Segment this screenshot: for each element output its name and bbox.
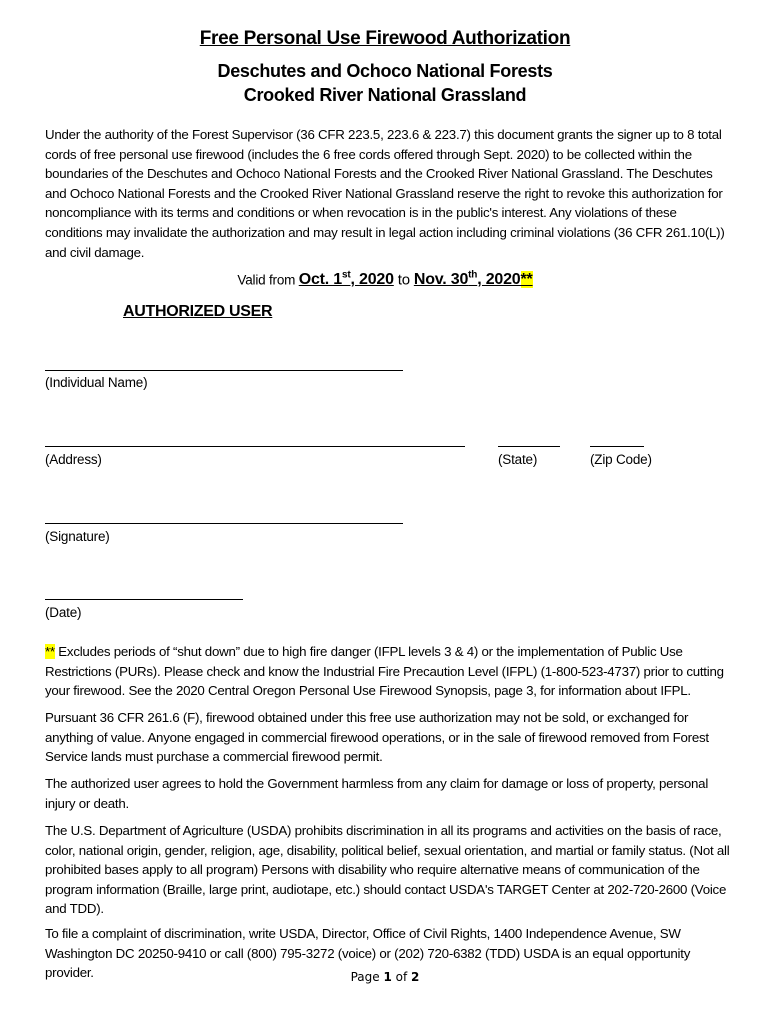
name-line[interactable] [45, 370, 403, 371]
page-number: Page 1 of 2 [350, 970, 420, 984]
footnote-paragraph: ** Excludes periods of “shut down” due to high fire danger (IFPL levels 3 & 4) or the implementation of Public Use Restrictions (PURs). Please check and know the Industrial Fire Precaution Level (IFPL) (1-800-523-4737) prior to cutting your firewood. See the 2020 Central Oregon Personal Use Firewood Synopsis, page 3, for information about IFPL. [45, 644, 724, 699]
address-label: (Address) [45, 452, 102, 467]
valid-prefix: Valid from [237, 272, 299, 288]
pursuant-paragraph: Pursuant 36 CFR 261.6 (F), firewood obtained under this free use authorization may not be sold, or exchanged for anything of value. Anyone engaged in commercial firewood operations, or in the sale of firewood removed from Forest Service lands must purchase a commercial firewood permit. [45, 710, 709, 765]
date-line[interactable] [45, 599, 243, 600]
complaint-paragraph: To file a complaint of discrimination, write USDA, Director, Office of Civil Rights, 1400 Independence Avenue, SW Washington DC 20250-9410 or call (800) 795-3272 (voice) or (202) 720-6382 (TDD) USDA is an equal opportunity provider. [45, 926, 691, 981]
forest-names: Deschutes and Ochoco National Forests [217, 61, 553, 81]
zip-label: (Zip Code) [590, 452, 652, 467]
authorized-user-heading: AUTHORIZED USER [123, 303, 273, 320]
validity-period [0, 270, 770, 289]
document-title: Free Personal Use Firewood Authorization [199, 28, 571, 49]
state-line[interactable] [498, 446, 560, 447]
intro-paragraph: Under the authority of the Forest Supervisor (36 CFR 223.5, 223.6 & 223.7) this document grants the signer up to 8 total cords of free personal use firewood (includes the 6 free cords offered through Sept. 2020) to be collected within the boundaries of the Deschutes and Ochoco National Forests and the Crooked River National Grassland. The Deschutes and Ochoco National Forests and the Crooked River National Grassland reserve the right to revoke this authorization for noncompliance with its terms and conditions or when revocation is in the public's interest. Any violations of these conditions may invalidate the authorization and may result in legal action including criminal violations (36 CFR 261.10(L)) and civil damage. [45, 127, 725, 260]
footnote-marker: ** [45, 644, 55, 659]
valid-end-date: Nov. 30th, 2020** [413, 270, 533, 289]
name-label: (Individual Name) [45, 375, 148, 390]
zip-line[interactable] [590, 446, 644, 447]
valid-start-date: Oct. 1st, 2020 [298, 270, 394, 289]
state-label: (State) [498, 452, 538, 467]
usda-paragraph: The U.S. Department of Agriculture (USDA) prohibits discrimination in all its programs and activities on the basis of race, color, national origin, gender, religion, age, disability, political belief, sexual orientation, and martial or family status. (Not all prohibited bases apply to all program) Persons with disability who require alternative means of communication of the program information (Braille, large print, audiotape, etc.) should contact USDA's TARGET Center at 202-720-2600 (Voice and TDD). [45, 823, 730, 917]
grassland-name: Crooked River National Grassland [243, 85, 527, 105]
signature-line[interactable] [45, 523, 403, 524]
date-label: (Date) [45, 605, 82, 620]
harmless-paragraph: The authorized user agrees to hold the Government harmless from any claim for damage or loss of property, personal injury or death. [45, 776, 709, 811]
valid-footnote-marker: ** [520, 271, 533, 289]
signature-label: (Signature) [45, 529, 110, 544]
valid-to: to [393, 271, 414, 289]
address-line[interactable] [45, 446, 465, 447]
